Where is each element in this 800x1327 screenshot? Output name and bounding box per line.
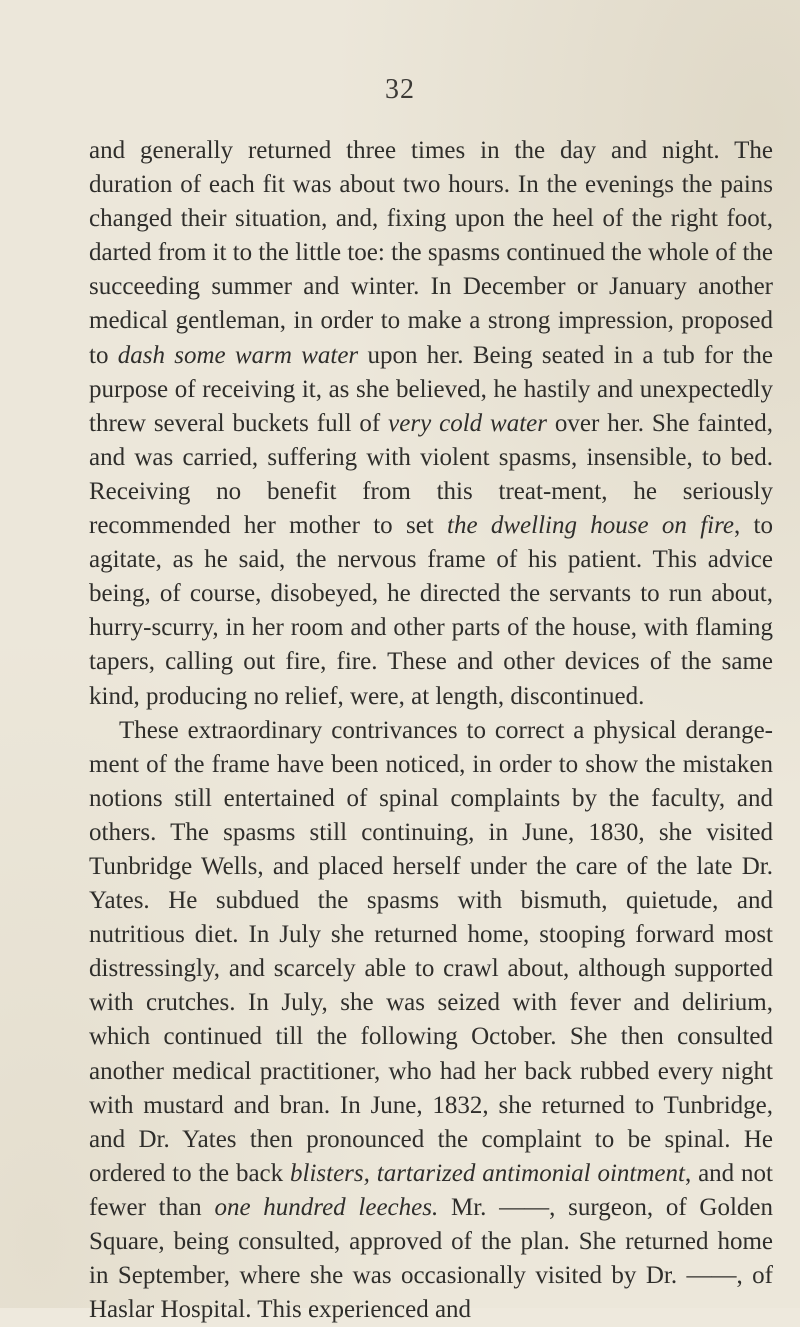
italic-segment: one hundred leeches. xyxy=(214,1193,439,1221)
italic-segment: dash some warm water xyxy=(117,341,359,369)
text-segment: , to agitate, as he said, the nervous frame of his patient. This advice being, of course, disobeyed, he directed the servants to run about, hurry-scurry, in her room and other parts of the house, with flaming tapers, calling out fire, fire. These and other devices of the same kind, producing no relief, were, at length, discontinued. xyxy=(89,512,773,710)
text-segment: upon her. Being seated in a tub for the purpose of receiving it, as she believed, he hastily and unexpectedly threw several buckets full of xyxy=(89,341,774,437)
italic-segment: very cold water xyxy=(388,409,547,437)
text-segment: Mr. ——, surgeon, of Golden Square, being consulted, approved of the plan. She returned home in September, where she was occasionally visited by Dr. ——, of Haslar Hospital. This experienced and xyxy=(89,1193,773,1324)
text-segment: over her. She fainted, and was carried, suffering with violent spasms, insensible, to bed. Receiving no benefit from this treat-ment, he seriously recommended her mother to set xyxy=(89,409,774,540)
paragraph-2 xyxy=(89,714,773,1327)
italic-segment: the dwelling house on fire xyxy=(447,512,734,540)
text-segment: , and not fewer than xyxy=(89,1159,773,1221)
italic-segment: blisters, tartarized antimonial ointment xyxy=(290,1159,685,1187)
paragraph-1 xyxy=(89,134,773,714)
text-segment: These extraordinary contrivances to correct a physical derange-ment of the frame have been noticed, in order to show the mistaken notions still entertained of spinal complaints by the faculty, and others. The spasms still continuing, in June, 1830, she visited Tunbridge Wells, and placed herself under the care of the late Dr. Yates. He subdued the spasms with bismuth, quietude, and nutritious diet. In July she returned home, stooping forward most distressingly, and scarcely able to crawl about, although supported with crutches. In July, she was seized with fever and delirium, which continued till the following October. She then consulted another medical practitioner, who had her back rubbed every night with mustard and bran. In June, 1832, she returned to Tunbridge, and Dr. Yates then pronounced the complaint to be spinal. He ordered to the back xyxy=(89,716,773,1187)
text-segment: and generally returned three times in the day and night. The duration of each fit was about two hours. In the evenings the pains changed their situation, and, fixing upon the heel of the right foot, darted from it to the little toe: the spasms continued the whole of the succeeding summer and winter. In December or January another medical gentleman, in order to make a strong impression, proposed to xyxy=(89,137,773,369)
page-number: 32 xyxy=(385,74,415,105)
body-text xyxy=(89,134,773,1327)
